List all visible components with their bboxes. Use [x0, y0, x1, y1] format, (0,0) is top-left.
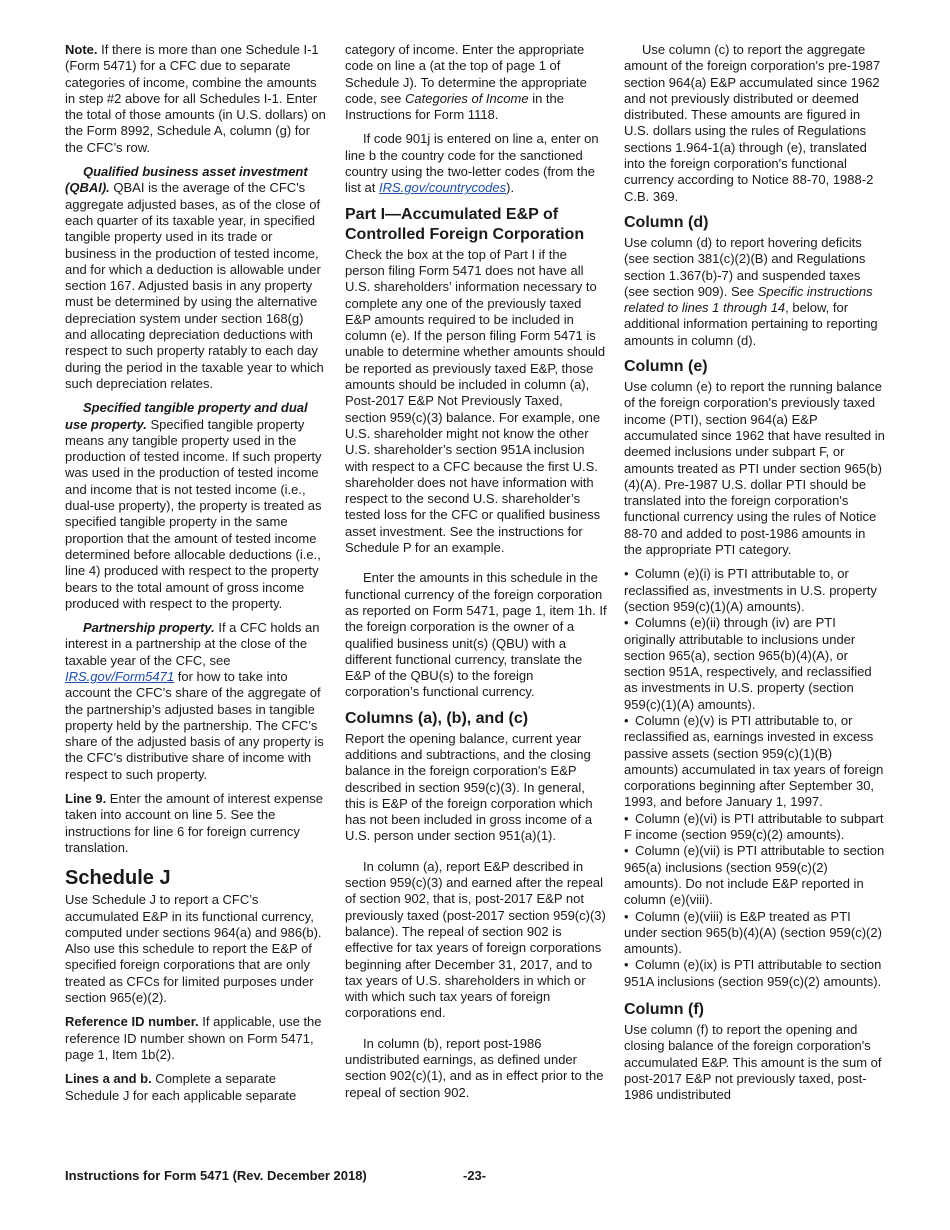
schedule-j-text: Use Schedule J to report a CFC’s accumulated E&P in its functional currency, computed under sections 964(a) and 986(b). Also use this schedule to report the E&P of specified foreign corporations that are only treated as CFCs for limited purposes under section 965(e)(2).	[65, 892, 322, 1006]
qbai-text: QBAI is the average of the CFC's aggregate adjusted bases, as of the close of each quarter of its taxable year, in specified tangible property used in its trade or business in the production of tested income, and for which a deduction is allowable under section 167. Adjusted basis in any property must be determined by using the alternative depreciation system under section 168(g) and allocating depreciation deductions with respect to such property ratably to each day during the period in the taxable year to which such depreciation relates.	[65, 180, 324, 391]
code901j-paragraph	[345, 131, 607, 196]
bullet-text: Column (e)(v) is PTI attributable to, or reclassified as, earnings invested in excess passive assets (section 959(c)(1)(B) amounts) accumulated in tax years of foreign corporations beginning after September 30, 1993, and before January 1, 1997.	[624, 712, 884, 810]
bullet-text: Column (e)(vii) is PTI attributable to section 965(a) inclusions (section 959(c)(2) amounts). Do not include E&P reported in column (e)(viii).	[624, 843, 885, 908]
bullet-icon: •	[624, 908, 629, 924]
bullet-icon: •	[624, 566, 629, 582]
column-d-text-2: , below, for additional information pertaining to reporting amounts in column (d).	[624, 300, 878, 348]
column-b-paragraph: In column (b), report post-1986 undistributed earnings, as defined under section 902(c)(1), and as in effect prior to the repeal of section 902.	[345, 1035, 604, 1100]
list-item	[624, 615, 886, 713]
part1-heading: Part I—Accumulated E&P of Controlled Foreign Corporation	[345, 205, 585, 243]
note-paragraph	[65, 42, 327, 156]
partnership-label: Partnership property.	[83, 620, 215, 636]
column-a-paragraph: In column (a), report E&P described in section 959(c)(3) and earned after the repeal of section 902, that is, post-2017 E&P not previously taxed (post-2017 section 959(c)(3) balance). The repeal of section 902 is effective for tax years of foreign corporations beginning after December 31, 2017, and to tax years of U.S. shareholders in which or with which such tax years of foreign corporations end.	[345, 858, 606, 1021]
list-item	[624, 713, 886, 811]
stp-paragraph	[65, 400, 327, 612]
column-d-text-1: Use column (d) to report hovering deficits (see section 381(c)(2)(B) and Regulations section 1.367(b)-7) and suspended taxes (see section 909). See	[624, 234, 866, 299]
bullet-icon: •	[624, 810, 629, 826]
refid-paragraph	[65, 1014, 327, 1063]
qbai-paragraph	[65, 164, 327, 392]
bullet-text: Columns (e)(ii) through (iv) are PTI originally attributable to inclusions under section 965(a), section 965(b)(4)(A), or section 951A, respectively, and reclassified as investments in U.S. property (section 959(c)(1)(A) amounts).	[624, 615, 872, 712]
lines-ab-text: Complete a separate Schedule J for each applicable separate	[65, 1071, 297, 1103]
line9-label: Line 9.	[65, 791, 107, 807]
bullet-text: Column (e)(vi) is PTI attributable to subpart F income (section 959(c)(2) amounts).	[624, 810, 884, 843]
columns-abc-text: Report the opening balance, current year additions and subtractions, and the closing balance in the foreign corporation's E&P described in section 959(c)(3). In general, this is E&P of the foreign corporation which has not been included in gross income of a U.S. person under section 951(a)(1).	[345, 730, 593, 844]
refid-label: Reference ID number.	[65, 1014, 199, 1030]
column-middle	[345, 42, 607, 1109]
form5471-link[interactable]: IRS.gov/Form5471	[65, 668, 175, 684]
partnership-text-2: for how to take into account the CFC’s share of the aggregate of the partnership’s adjusted bases in tangible property held by the partnership. The CFC’s share of the adjusted basis of any property is the CFC’s distributive share of income with respect to such property.	[65, 668, 324, 782]
code901j-text-1: If code 901j is entered on line a, enter on line b the country code for the sanctioned country using the two-letter codes (from the list at	[345, 131, 599, 196]
list-item	[624, 957, 886, 990]
bullet-text: Column (e)(i) is PTI attributable to, or reclassified as, investments in U.S. property (section 959(c)(1)(A) amounts).	[624, 566, 877, 614]
code901j-text-2: ).	[506, 180, 515, 196]
schedule-j-heading: Schedule J	[65, 867, 171, 890]
column-e-bullet-list	[624, 566, 886, 990]
bullet-icon: •	[624, 712, 629, 728]
column-e-heading: Column (e)	[624, 358, 708, 376]
part1-text: Check the box at the top of Part I if the person filing Form 5471 does not have all U.S. shareholders’ information necessary to complete any one of the previously taxed E&P amounts required to be included in column (e). If the person filing Form 5471 is unable to determine whether amounts should be reported as previously taxed E&P, those amounts should be included in column (a), Post-2017 E&P Not Previously Taxed, section 959(c)(3) balance. For example, one U.S. shareholder might not know the other U.S. shareholder’s section 951A inclusion with respect to a CFC because the first U.S. shareholder does not have information with respect to the second U.S. shareholder’s tested loss for the CFC or qualified business asset investment. See the instructions for Schedule P for an example.	[345, 246, 606, 556]
column-f-paragraph: Use column (f) to report the opening and closing balance of the foreign corporation's accumulated E&P. This amount is the sum of post-2017 E&P not previously taxed, post-1986 undistributed	[624, 1022, 882, 1103]
countrycodes-link[interactable]: IRS.gov/countrycodes	[378, 180, 507, 196]
column-e-paragraph: Use column (e) to report the running balance of the foreign corporation's previously taxed income (PTI), section 964(a) E&P accumulated since 1962 that have resulted in deemed inclusions under subpart F, or amounts treated as PTI under section 965(b)(4)(A). Pre-1987 U.S. dollar PTI should be translated into the foreign corporation's functional currency using the rules of Notice 88-70 and added to post-1986 amounts in the appropriate PTI category.	[624, 379, 885, 558]
column-right	[624, 42, 886, 1112]
specific-instructions-ref: Specific instructions related to lines 1 through 14	[624, 283, 873, 316]
list-item	[624, 811, 886, 844]
bullet-text: Column (e)(ix) is PTI attributable to section 951A inclusions (section 959(c)(2) amounts).	[624, 957, 882, 989]
stp-label: Specified tangible property and dual use property.	[65, 400, 308, 432]
category-continuation	[345, 42, 607, 123]
category-text-1: category of income. Enter the appropriate code on line a (at the top of page 1 of Schedule J). To determine the appropriate code, see	[345, 42, 587, 106]
column-d-paragraph	[624, 235, 886, 349]
categories-of-income-ref: Categories of Income	[405, 90, 529, 106]
lines-ab-paragraph	[65, 1071, 327, 1104]
qbai-label: Qualified business asset investment (QBAI).	[65, 164, 308, 196]
page-number: -23-	[463, 1168, 487, 1183]
enter-amounts-paragraph: Enter the amounts in this schedule in the functional currency of the foreign corporation as reported on Form 5471, page 1, item 1h. If the foreign corporation is the owner of a qualified business unit(s) (QBU) with a different functional currency, translate the E&P of the QBU(s) to the foreign corporation’s functional currency.	[345, 570, 607, 700]
line9-paragraph	[65, 791, 327, 856]
category-text-2: in the Instructions for Form 1118.	[345, 90, 564, 123]
list-item	[624, 566, 886, 615]
line9-text: Enter the amount of interest expense taken into account on line 5. See the instructions for line 6 for foreign currency translation.	[65, 791, 323, 855]
bullet-icon: •	[624, 615, 629, 631]
bullet-icon: •	[624, 957, 629, 973]
lines-ab-label: Lines a and b.	[65, 1071, 152, 1087]
list-item	[624, 909, 886, 958]
column-f-heading: Column (f)	[624, 1001, 704, 1019]
bullet-text: Column (e)(viii) is E&P treated as PTI under section 965(b)(4)(A) (section 959(c)(2) amounts).	[624, 908, 882, 957]
refid-text: If applicable, use the reference ID number shown on Form 5471, page 1, Item 1b(2).	[65, 1014, 322, 1062]
partnership-paragraph	[65, 620, 327, 783]
column-left	[65, 42, 327, 1112]
list-item	[624, 843, 886, 908]
column-d-heading: Column (d)	[624, 213, 709, 231]
stp-text: Specified tangible property means any tangible property used in the production of tested income. If such property was used in the production of tested income and income that is not tested income (i.e., dual-use property), the property is treated as specified tangible property in the same proportion that the amount of tested income determined before allocable deductions (i.e., line 4) produced with respect to the property bears to the total amount of gross income produced with respect to the property.	[65, 416, 322, 611]
columns-abc-heading: Columns (a), (b), and (c)	[345, 709, 529, 727]
note-label: Note.	[65, 42, 98, 57]
form-title: Instructions for Form 5471 (Rev. December 2018)	[65, 1168, 367, 1183]
partnership-text-1: If a CFC holds an interest in a partnership at the close of the taxable year of the CFC, see	[65, 620, 320, 668]
note-text: If there is more than one Schedule I-1 (Form 5471) for a CFC due to separate categories of income, combine the amounts in step #2 above for all Schedules I-1. Enter the total of those amounts (in U.S. dollars) on the Form 8992, Schedule A, column (g) for the CFC’s row.	[65, 42, 326, 155]
bullet-icon: •	[624, 843, 629, 859]
column-c-paragraph: Use column (c) to report the aggregate amount of the foreign corporation's pre-1987 section 964(a) E&P accumulated since 1962 and not previously distributed or deemed distributed. These amounts are figured in U.S. dollars using the rules of Regulations sections 1.964-1(a) through (e), translated into the foreign corporation's functional currency according to Notice 88-70, 1988-2 C.B. 369.	[624, 42, 881, 204]
